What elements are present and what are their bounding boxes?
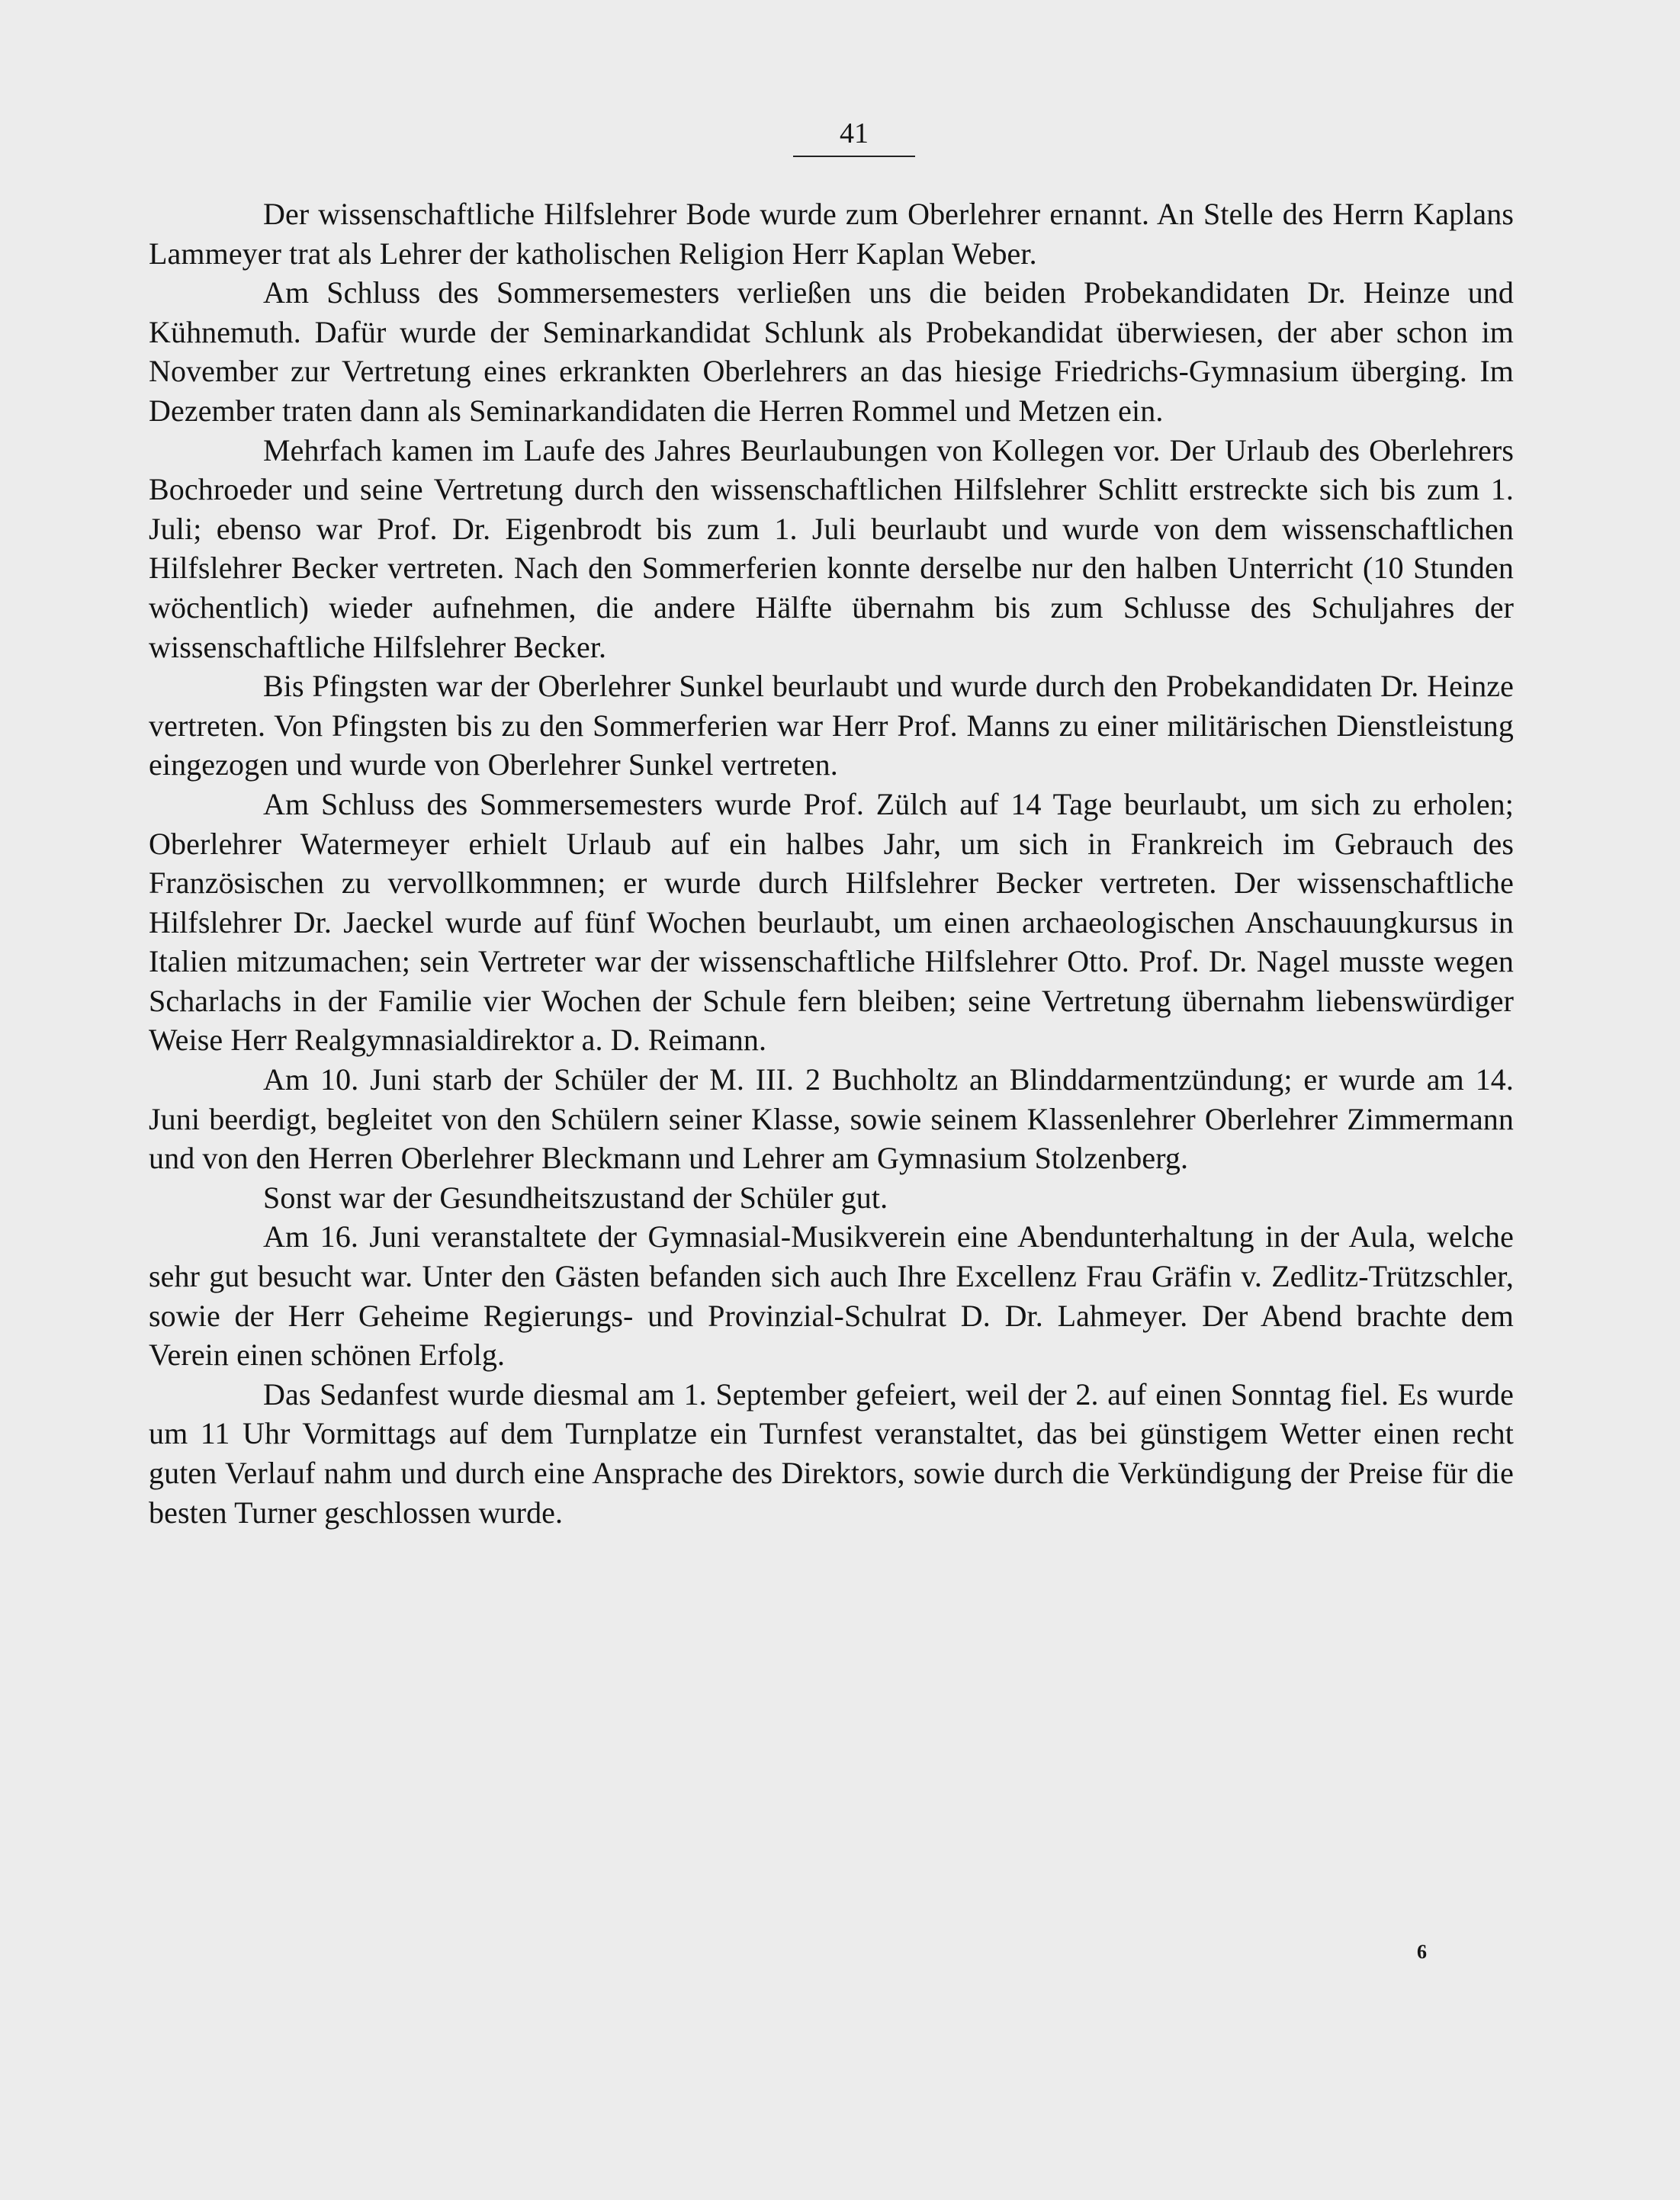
paragraph: Der wissenschaftliche Hilfslehrer Bode wurde zum Oberlehrer ernannt. An Stelle des Herrn Kaplans Lammeyer trat als Lehrer der katholischen Religion Herr Kaplan Weber. [149,197,1514,271]
document-body [149,194,1514,1532]
page-number: 41 [840,117,869,149]
paragraph: Am Schluss des Sommersemesters verließen uns die beiden Probekandidaten Dr. Heinze und Kühnemuth. Dafür wurde der Seminarkandidat Schlunk als Probekandidat überwiesen, der aber schon im November zur Vertretung eines erkrankten Oberlehrers an das hiesige Friedrichs-Gymnasium überging. Im Dezember traten dann als Seminarkandidaten die Herren Rommel und Metzen ein. [149,275,1514,428]
paragraph: Sonst war der Gesundheitszustand der Schüler gut. [263,1180,888,1215]
paragraph: Am 16. Juni veranstaltete der Gymnasial-Musikverein eine Abendunterhaltung in der Aula, welche sehr gut besucht war. Unter den Gästen befanden sich auch Ihre Excellenz Frau Gräfin v. Zedlitz-Trützschler, sowie der Herr Geheime Regierungs- und Provinzial-Schulrat D. Dr. Lahmeyer. Der Abend brachte dem Verein einen schönen Erfolg. [149,1219,1514,1373]
printer-signature: 6 [1417,1941,1427,1963]
page-header [793,114,915,157]
paragraph: Das Sedanfest wurde diesmal am 1. September gefeiert, weil der 2. auf einen Sonntag fiel. Es wurde um 11 Uhr Vormittags auf dem Turnplatze ein Turnfest veranstaltet, das bei günstigem Wetter einen recht guten Verlauf nahm und durch eine Ansprache des Direktors, sowie durch die Verkündigung der Preise für die besten Turner geschlossen wurde. [149,1376,1514,1530]
paragraph: Am 10. Juni starb der Schüler der M. III. 2 Buchholtz an Blinddarmentzündung; er wurde am 14. Juni beerdigt, begleitet von den Schülern seiner Klasse, sowie seinem Klassenlehrer Oberlehrer Zimmermann und von den Herren Oberlehrer Bleckmann und Lehrer am Gymnasium Stolzenberg. [149,1062,1514,1176]
paragraph: Am Schluss des Sommersemesters wurde Prof. Zülch auf 14 Tage beurlaubt, um sich zu erholen; Oberlehrer Watermeyer erhielt Urlaub auf ein halbes Jahr, um sich in Frankreich im Gebrauch des Französischen zu vervollkommnen; er wurde durch Hilfslehrer Becker vertreten. Der wissenschaftliche Hilfslehrer Dr. Jaeckel wurde auf fünf Wochen beurlaubt, um einen archaeologischen Anschauungkursus in Italien mitzumachen; sein Vertreter war der wissenschaftliche Hilfslehrer Otto. Prof. Dr. Nagel musste wegen Scharlachs in der Familie vier Wochen der Schule fern bleiben; seine Vertretung übernahm liebenswürdiger Weise Herr Realgymnasialdirektor a. D. Reimann. [149,786,1514,1058]
paragraph: Mehrfach kamen im Laufe des Jahres Beurlaubungen von Kollegen vor. Der Urlaub des Oberlehrers Bochroeder und seine Vertretung durch den wissenschaftlichen Hilfslehrer Schlitt erstreckte sich bis zum 1. Juli; ebenso war Prof. Dr. Eigenbrodt bis zum 1. Juli beurlaubt und wurde von dem wissenschaftlichen Hilfslehrer Becker vertreten. Nach den Sommerferien konnte derselbe nur den halben Unterricht (10 Stunden wöchentlich) wieder aufnehmen, die andere Hälfte übernahm bis zum Schlusse des Schuljahres der wissenschaftliche Hilfslehrer Becker. [149,432,1514,664]
header-rule [793,156,915,157]
paragraph: Bis Pfingsten war der Oberlehrer Sunkel beurlaubt und wurde durch den Probekandidaten Dr. Heinze vertreten. Von Pfingsten bis zu den Sommerferien war Herr Prof. Manns zu einer militärischen Dienstleistung eingezogen und wurde von Oberlehrer Sunkel vertreten. [149,669,1514,782]
